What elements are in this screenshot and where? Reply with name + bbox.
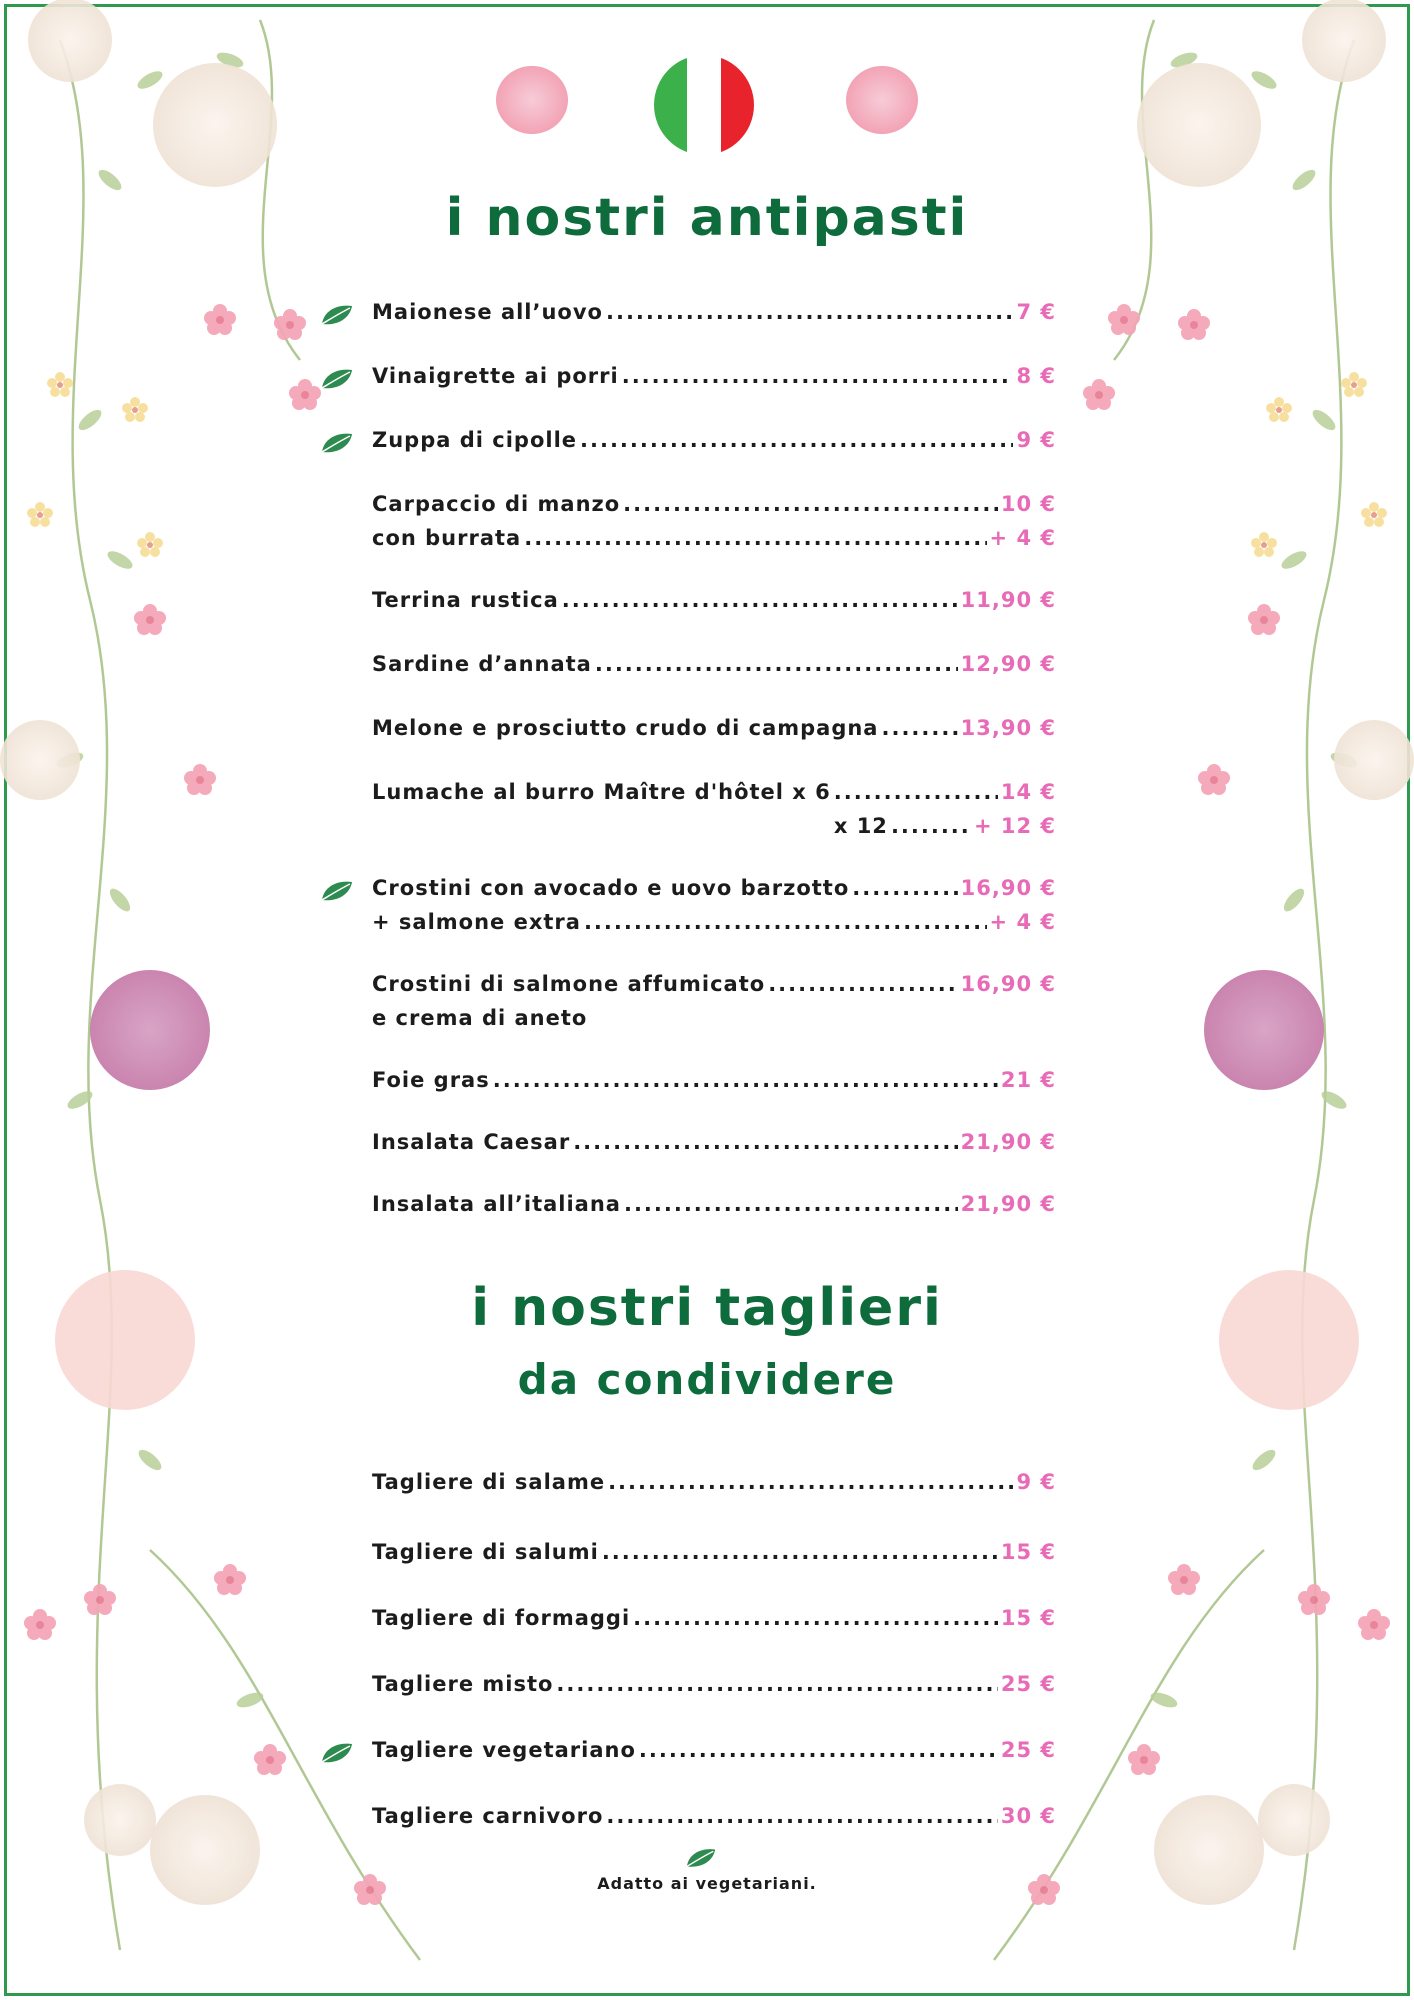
- dot-leader: [606, 1804, 997, 1828]
- menu-item-line: [372, 652, 1056, 686]
- dot-leader: [834, 780, 998, 804]
- menu-item-extra-name: e crema di aneto: [372, 1006, 588, 1030]
- menu-item-price: 16,90 €: [960, 876, 1056, 900]
- menu-item-price: 21,90 €: [960, 1130, 1056, 1154]
- menu-item-name: Crostini di salmone affumicato: [372, 972, 766, 996]
- menu-item-line: [372, 780, 1056, 814]
- menu-item: [372, 652, 1056, 686]
- menu-item-price: 16,90 €: [960, 972, 1056, 996]
- menu-item: [372, 588, 1056, 622]
- menu-item-name: Tagliere vegetariano: [372, 1738, 636, 1762]
- menu-item: [372, 428, 1056, 462]
- dot-leader: [573, 1130, 957, 1154]
- dot-leader: [622, 364, 1014, 388]
- leaf-icon: [320, 880, 354, 902]
- menu-item-price: 11,90 €: [960, 588, 1056, 612]
- dot-leader: [562, 588, 958, 612]
- menu-item-name: Lumache al burro Maître d'hôtel x 6: [372, 780, 831, 804]
- menu-item-price: 12,90 €: [960, 652, 1056, 676]
- dot-leader: [639, 1738, 998, 1762]
- dot-leader: [556, 1672, 997, 1696]
- menu-item-name: Melone e prosciutto crudo di campagna: [372, 716, 879, 740]
- menu-item-price: 21 €: [1000, 1068, 1056, 1092]
- menu-item-price: 15 €: [1000, 1606, 1056, 1630]
- menu-item-extra-price: + 4 €: [989, 910, 1056, 934]
- dot-leader: [768, 972, 957, 996]
- menu-item: [372, 1738, 1056, 1772]
- dot-leader: [891, 814, 971, 838]
- menu-item-line: [372, 972, 1056, 1006]
- menu-item: [372, 1606, 1056, 1640]
- dot-leader: [881, 716, 957, 740]
- dot-leader: [608, 1470, 1013, 1494]
- dot-leader: [584, 910, 987, 934]
- menu-item-name: Terrina rustica: [372, 588, 559, 612]
- menu-item: [372, 716, 1056, 750]
- menu-item: [372, 972, 1056, 1040]
- taglieri-title: i nostri taglieri: [471, 1278, 943, 1338]
- menu-item: [372, 876, 1056, 944]
- menu-item: [372, 492, 1056, 560]
- menu-item: [372, 1068, 1056, 1102]
- menu-item-extra-line: [372, 1006, 1056, 1040]
- menu-item-line: [372, 492, 1056, 526]
- antipasti-title: i nostri antipasti: [445, 188, 969, 248]
- vegetarian-note: Adatto ai vegetariani.: [597, 1874, 817, 1893]
- menu-item-name: Tagliere di salame: [372, 1470, 606, 1494]
- dot-leader: [624, 1192, 958, 1216]
- dot-leader: [633, 1606, 998, 1630]
- menu-item-line: [372, 588, 1056, 622]
- menu-item-name: Maionese all’uovo: [372, 300, 603, 324]
- leaf-icon: [320, 368, 354, 390]
- leaf-icon: [685, 1846, 717, 1870]
- menu-item-extra-name: con burrata: [372, 526, 522, 550]
- menu-item-extra-line: [372, 814, 1056, 848]
- dot-leader: [852, 876, 957, 900]
- dot-leader: [524, 526, 986, 550]
- menu-item-line: [372, 1130, 1056, 1164]
- italian-flag-icon: [654, 55, 754, 155]
- menu-item-name: Sardine d’annata: [372, 652, 592, 676]
- dot-leader: [606, 300, 1013, 324]
- menu-item-price: 14 €: [1000, 780, 1056, 804]
- menu-item: [372, 1192, 1056, 1226]
- menu-item: [372, 780, 1056, 848]
- menu-item-line: [372, 364, 1056, 398]
- menu-item-name: Tagliere di formaggi: [372, 1606, 631, 1630]
- dot-leader: [595, 652, 958, 676]
- menu-item-price: 25 €: [1000, 1672, 1056, 1696]
- menu-item-extra-name: x 12: [833, 814, 888, 838]
- menu-item: [372, 1130, 1056, 1164]
- menu-item-line: [372, 716, 1056, 750]
- menu-item-line: [372, 1068, 1056, 1102]
- taglieri-subtitle: da condividere: [517, 1355, 897, 1404]
- menu-item-line: [372, 1470, 1056, 1504]
- flag-white-band: [687, 55, 720, 155]
- menu-item-name: Foie gras: [372, 1068, 490, 1092]
- menu-item-line: [372, 1540, 1056, 1574]
- menu-item-name: Crostini con avocado e uovo barzotto: [372, 876, 850, 900]
- menu-item-price: 30 €: [1000, 1804, 1056, 1828]
- menu-item-name: Tagliere di salumi: [372, 1540, 599, 1564]
- menu-item-name: Tagliere carnivoro: [372, 1804, 604, 1828]
- menu-item-name: Insalata Caesar: [372, 1130, 571, 1154]
- menu-item-line: [372, 876, 1056, 910]
- menu-item-extra-name: + salmone extra: [372, 910, 581, 934]
- leaf-icon: [320, 432, 354, 454]
- menu-item: [372, 1672, 1056, 1706]
- dot-leader: [623, 492, 998, 516]
- dot-leader: [493, 1068, 998, 1092]
- menu-item-price: 8 €: [1016, 364, 1056, 388]
- menu-item: [372, 300, 1056, 334]
- menu-item-name: Vinaigrette ai porri: [372, 364, 619, 388]
- menu-item-price: 21,90 €: [960, 1192, 1056, 1216]
- leaf-icon: [320, 1742, 354, 1764]
- menu-item-name: Insalata all’italiana: [372, 1192, 621, 1216]
- menu-item-price: 25 €: [1000, 1738, 1056, 1762]
- menu-item-extra-price: + 12 €: [973, 814, 1056, 838]
- leaf-icon: [320, 304, 354, 326]
- menu-item-price: 13,90 €: [960, 716, 1056, 740]
- menu-item-extra-line: [372, 526, 1056, 560]
- menu-item-name: Zuppa di cipolle: [372, 428, 578, 452]
- menu-item-price: 15 €: [1000, 1540, 1056, 1564]
- menu-item: [372, 1540, 1056, 1574]
- menu-item-extra-line: [372, 910, 1056, 944]
- menu-item-line: [372, 1804, 1056, 1838]
- dot-leader: [602, 1540, 998, 1564]
- menu-item-name: Tagliere misto: [372, 1672, 554, 1696]
- menu-item: [372, 364, 1056, 398]
- menu-item-line: [372, 1192, 1056, 1226]
- menu-item: [372, 1804, 1056, 1838]
- menu-item-line: [372, 428, 1056, 462]
- menu-item-price: 10 €: [1000, 492, 1056, 516]
- menu-item-name: Carpaccio di manzo: [372, 492, 621, 516]
- dot-leader: [580, 428, 1013, 452]
- menu-item-line: [372, 1738, 1056, 1772]
- menu-item-line: [372, 1672, 1056, 1706]
- menu-item-line: [372, 300, 1056, 334]
- menu-item-extra-price: + 4 €: [989, 526, 1056, 550]
- menu-item: [372, 1470, 1056, 1504]
- menu-item-line: [372, 1606, 1056, 1640]
- menu-item-price: 7 €: [1016, 300, 1056, 324]
- menu-item-price: 9 €: [1016, 428, 1056, 452]
- menu-item-price: 9 €: [1016, 1470, 1056, 1494]
